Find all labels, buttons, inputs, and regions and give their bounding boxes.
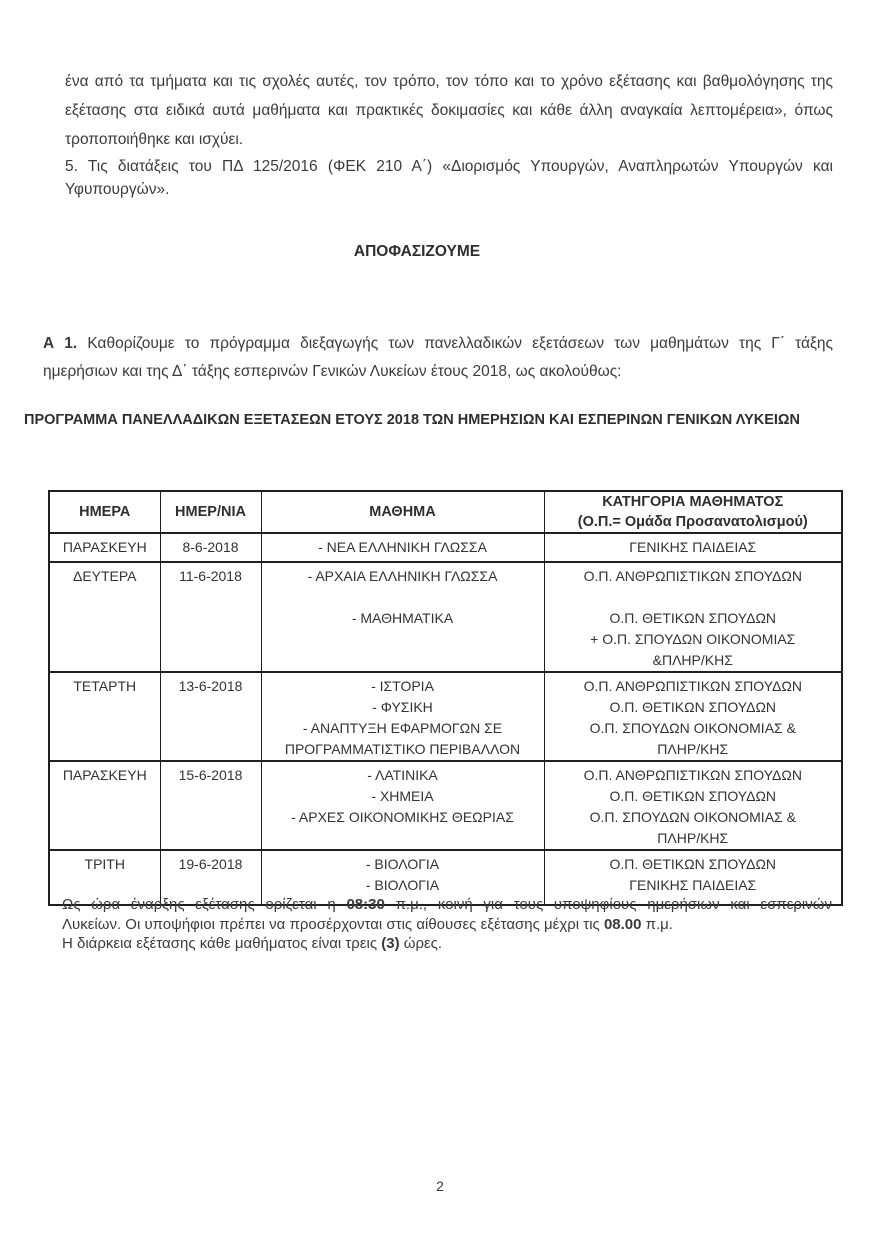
table-row — [49, 533, 842, 562]
header-subject — [261, 491, 544, 533]
header-category — [544, 491, 842, 533]
day-cell — [49, 533, 160, 562]
text-line: &ΠΛΗΡ/ΚΗΣ — [652, 652, 733, 668]
text-line: Υφυπουργών». — [65, 181, 170, 198]
categories-cell — [544, 533, 842, 562]
text-line: 13-6-2018 — [178, 678, 243, 694]
text-line: (Ο.Π.= Ομάδα Προσανατολισμού) — [577, 514, 808, 530]
text-line: Ο.Π. ΣΠΟΥΔΩΝ ΟΙΚΟΝΟΜΙΑΣ & — [589, 809, 796, 825]
text-line: 11-6-2018 — [179, 568, 242, 584]
paragraph-closing — [62, 895, 832, 954]
paragraph-continuation — [65, 67, 833, 154]
text-line: ΤΕΤΑΡΤΗ — [73, 678, 137, 694]
date-cell — [160, 761, 261, 850]
subjects-cell — [261, 533, 544, 562]
text-line: ΠΛΗΡ/ΚΗΣ — [657, 741, 729, 757]
text-line — [262, 587, 544, 608]
text-line: 8-6-2018 — [182, 539, 239, 555]
text-line: Ο.Π. ΘΕΤΙΚΩΝ ΣΠΟΥΔΩΝ — [609, 699, 777, 715]
table-header-row — [49, 491, 842, 533]
text-line: ΔΕΥΤΕΡΑ — [72, 568, 137, 584]
header-day — [49, 491, 160, 533]
text-line: - ΑΝΑΠΤΥΞΗ ΕΦΑΡΜΟΓΩΝ ΣΕ — [302, 720, 503, 736]
text-line: Ο.Π. ΣΠΟΥΔΩΝ ΟΙΚΟΝΟΜΙΑΣ & — [589, 720, 796, 736]
text-line: Ο.Π. ΘΕΤΙΚΩΝ ΣΠΟΥΔΩΝ — [609, 610, 777, 626]
text-line: ένα από τα τμήματα και τις σχολές αυτές, τον τρόπο, τον τόπο και το χρόνο εξέτασης και βαθμολόγησης της — [65, 73, 833, 90]
text-line: - ΒΙΟΛΟΓΙΑ — [365, 856, 440, 872]
text-line: εξέτασης στα ειδικά αυτά μαθήματα και πρακτικές δοκιμασίες και κάθε άλλη αναγκαία λεπτομέρεια», όπως — [65, 102, 833, 119]
date-cell — [160, 562, 261, 672]
text-line: + Ο.Π. ΣΠΟΥΔΩΝ ΟΙΚΟΝΟΜΙΑΣ — [590, 631, 796, 647]
table-row — [49, 761, 842, 850]
text-line: ΓΕΝΙΚΗΣ ΠΑΙΔΕΙΑΣ — [629, 539, 757, 555]
text-line: Ως ώρα έναρξης εξέτασης ορίζεται η 08:30 π.μ., κοινή για τους υποψηφίους ημερήσιων και εσπερινών — [62, 896, 832, 913]
text-line: - ΙΣΤΟΡΙΑ — [371, 678, 434, 694]
header-date — [160, 491, 261, 533]
text-line: 19-6-2018 — [178, 856, 243, 872]
subjects-cell — [261, 672, 544, 761]
text-line: Ο.Π. ΘΕΤΙΚΩΝ ΣΠΟΥΔΩΝ — [609, 788, 777, 804]
text-line: ΗΜΕΡΑ — [79, 504, 131, 520]
text-line: ημερήσιων και της Δ΄ τάξης εσπερινών Γενικών Λυκείων έτους 2018, ως ακολούθως: — [43, 363, 622, 380]
date-cell — [160, 672, 261, 761]
text-line: - ΒΙΟΛΟΓΙΑ — [365, 877, 440, 893]
text-line: Ο.Π. ΑΝΘΡΩΠΙΣΤΙΚΩΝ ΣΠΟΥΔΩΝ — [583, 568, 802, 584]
text-line: Ο.Π. ΑΝΘΡΩΠΙΣΤΙΚΩΝ ΣΠΟΥΔΩΝ — [583, 767, 802, 783]
text-line: - ΧΗΜΕΙΑ — [371, 788, 434, 804]
day-cell — [49, 562, 160, 672]
paragraph-item-5 — [65, 155, 833, 201]
text-line: ΤΡΙΤΗ — [84, 856, 125, 872]
table-title: ΠΡΟΓΡΑΜΜΑ ΠΑΝΕΛΛΑΔΙΚΩΝ ΕΞΕΤΑΣΕΩΝ ΕΤΟΥΣ 2018 ΤΩΝ ΗΜΕΡΗΣΙΩΝ ΚΑΙ ΕΣΠΕΡΙΝΩΝ ΓΕΝΙΚΩΝ ΛΥΚΕΙΩΝ — [23, 412, 801, 428]
text-line: Ο.Π. ΘΕΤΙΚΩΝ ΣΠΟΥΔΩΝ — [609, 856, 777, 872]
text-line: - ΜΑΘΗΜΑΤΙΚΑ — [351, 610, 454, 626]
table-body — [49, 533, 842, 905]
day-cell — [49, 672, 160, 761]
paragraph-a1 — [43, 330, 833, 386]
text-line: ΠΛΗΡ/ΚΗΣ — [657, 830, 729, 846]
table-row — [49, 672, 842, 761]
text-line — [545, 587, 842, 608]
text-line: ΠΑΡΑΣΚΕΥΗ — [62, 539, 147, 555]
categories-cell — [544, 672, 842, 761]
text-line: 5. Τις διατάξεις του ΠΔ 125/2016 (ΦΕΚ 210 Α΄) «Διορισμός Υπουργών, Αναπληρωτών Υπουργών και — [65, 158, 833, 175]
exam-schedule-table — [48, 490, 843, 906]
text-line: ΠΑΡΑΣΚΕΥΗ — [62, 767, 147, 783]
categories-cell — [544, 761, 842, 850]
text-line: Λυκείων. Οι υποψήφιοι πρέπει να προσέρχονται στις αίθουσες εξέτασης μέχρι τις 08.00 π.μ. — [62, 915, 673, 933]
text-line: Α 1. Καθορίζουμε το πρόγραμμα διεξαγωγής των πανελλαδικών εξετάσεων των μαθημάτων της Γ΄ τάξης — [43, 335, 833, 352]
text-line: τροποποιήθηκε και ισχύει. — [65, 131, 244, 148]
categories-cell — [544, 562, 842, 672]
date-cell — [160, 533, 261, 562]
text-line: - ΝΕΑ ΕΛΛΗΝΙΚΗ ΓΛΩΣΣΑ — [318, 539, 487, 555]
day-cell — [49, 761, 160, 850]
text-line: Η διάρκεια εξέτασης κάθε μαθήματος είναι τρεις (3) ώρες. — [62, 935, 443, 952]
text-line: ΚΑΤΗΓΟΡΙΑ ΜΑΘΗΜΑΤΟΣ — [602, 494, 784, 510]
text-line: ΓΕΝΙΚΗΣ ΠΑΙΔΕΙΑΣ — [629, 877, 757, 893]
table-row — [49, 562, 842, 672]
text-line: Ο.Π. ΑΝΘΡΩΠΙΣΤΙΚΩΝ ΣΠΟΥΔΩΝ — [583, 678, 802, 694]
text-line: - ΑΡΧΕΣ ΟΙΚΟΝΟΜΙΚΗΣ ΘΕΩΡΙΑΣ — [291, 809, 514, 825]
subjects-cell — [261, 761, 544, 850]
text-line: ΜΑΘΗΜΑ — [369, 504, 436, 520]
text-line: ΗΜΕΡ/ΝΙΑ — [175, 504, 246, 520]
page-number: 2 — [436, 1178, 444, 1194]
text-line: - ΛΑΤΙΝΙΚΑ — [367, 767, 438, 783]
decision-heading: ΑΠΟΦΑΣΙΖΟΥΜΕ — [353, 243, 481, 260]
text-line: ΠΡΟΓΡΑΜΜΑΤΙΣΤΙΚΟ ΠΕΡΙΒΑΛΛΟΝ — [284, 741, 521, 757]
text-line: - ΑΡΧΑΙΑ ΕΛΛΗΝΙΚΗ ΓΛΩΣΣΑ — [307, 568, 498, 584]
subjects-cell — [261, 562, 544, 672]
text-line: - ΦΥΣΙΚΗ — [372, 699, 433, 715]
text-line: 15-6-2018 — [178, 767, 243, 783]
